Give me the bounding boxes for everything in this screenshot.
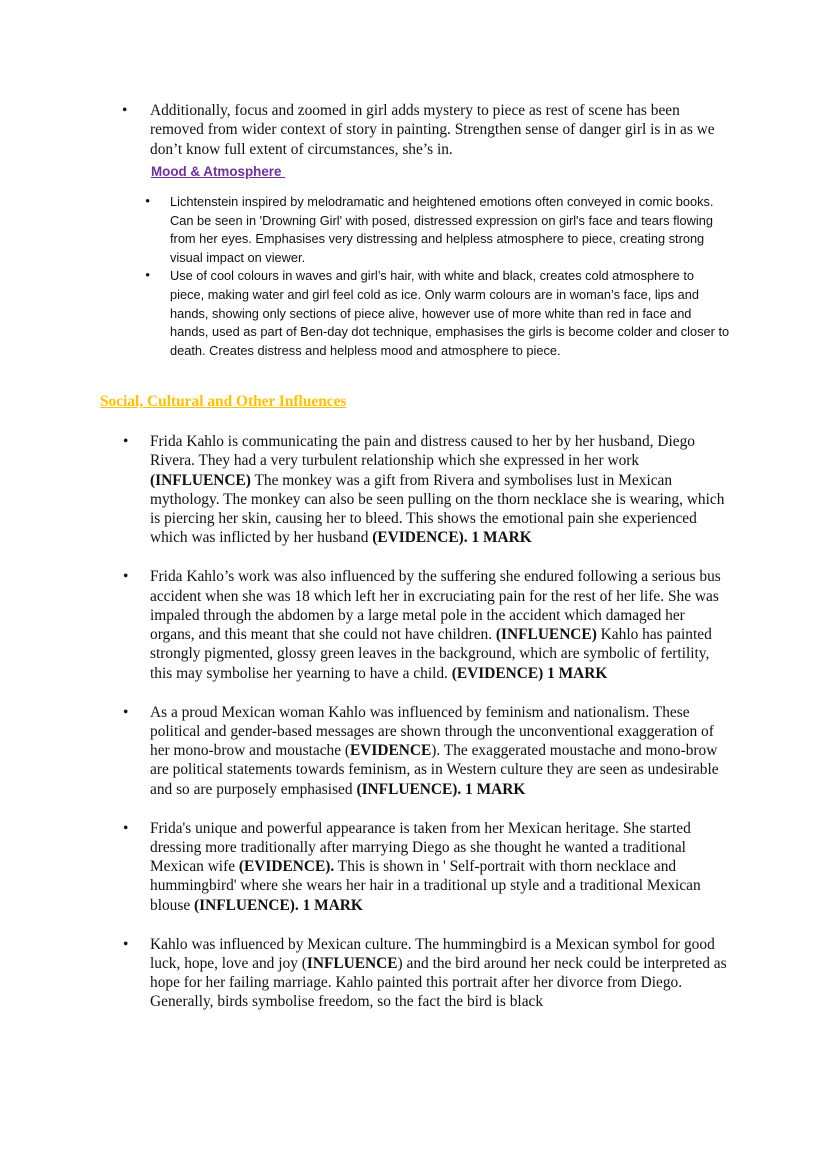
bullet-marker: •	[145, 194, 151, 210]
list-item	[145, 193, 730, 267]
bullet-marker: •	[123, 703, 129, 721]
text-run: Frida Kahlo is communicating the pain and distress caused to her by her husband, Diego Rivera. They had a very turbulent relationship which she expressed in her work	[150, 433, 695, 470]
bold-text-run: (EVIDENCE). 1 MARK	[372, 529, 532, 547]
bold-text-run: (EVIDENCE).	[238, 858, 335, 876]
social-cultural-influences-heading: Social, Cultural and Other Influences	[100, 393, 347, 410]
mood-bullet-list	[145, 193, 730, 360]
list-item	[122, 101, 720, 159]
bold-text-run: (INFLUENCE)	[150, 471, 251, 489]
text-run: As a proud Mexican woman Kahlo was influenced by feminism and nationalism. These political and gender-based messages are shown through the unconventional exaggeration of her mono-brow and moustache (	[150, 703, 714, 760]
list-item	[123, 703, 728, 799]
bullet-marker: •	[145, 268, 151, 285]
bold-text-run: (INFLUENCE). 1 MARK	[194, 896, 363, 914]
social-bullet-list	[123, 432, 728, 1031]
list-item	[123, 567, 728, 683]
list-item	[123, 819, 728, 915]
bold-text-run: EVIDENCE	[350, 742, 432, 760]
text-run: ) and the bird around her neck could be interpreted as hope for her failing marriage. Kahlo painted this portrait after her divorce from Diego. Generally, birds symbolise freedom, so the fact the bird is black	[150, 954, 727, 1011]
bullet-marker: •	[123, 568, 129, 586]
text-run: Frida Kahlo’s work was also influenced by the suffering she endured following a serious bus accident when she was 18 which left her in excruciating pain for the rest of her life. She was impaled through the abdomen by a large metal pole in the accident which damaged her organs, and this meant that she could not have children.	[150, 568, 721, 644]
bold-text-run: (INFLUENCE). 1 MARK	[356, 780, 526, 798]
text-run: Frida's unique and powerful appearance is taken from her Mexican heritage. She started dressing more traditionally after marrying Diego as she thought he wanted a traditional Mexican wife	[150, 819, 691, 876]
text-run: Additionally, focus and zoomed in girl adds mystery to piece as rest of scene has been removed from wider context of story in painting. Strengthen sense of danger girl is in as we don’t know full extent of circumstances, she’s in.	[150, 102, 715, 158]
bullet-marker: •	[123, 935, 129, 953]
text-run: Kahlo was influenced by Mexican culture. The hummingbird is a Mexican symbol for good luck, hope, love and joy (	[150, 935, 715, 972]
bullet-marker: •	[122, 102, 128, 119]
text-run: ). The exaggerated moustache and mono-brow are political statements towards feminism, as in Western culture they are seen as undesirable and so are purposely emphasised	[150, 742, 719, 798]
top-bullet-list	[122, 101, 720, 159]
text-run: Lichtenstein inspired by melodramatic and heightened emotions often conveyed in comic books. Can be seen in 'Drowning Girl' with posed, distressed expression on girl's face and tears flowing from her eyes. Emphasises very distressing and helpless atmosphere to piece, creating strong visual impact on viewer.	[170, 194, 714, 265]
bullet-marker: •	[123, 433, 129, 450]
bold-text-run: (EVIDENCE) 1 MARK	[451, 664, 608, 682]
list-item	[145, 267, 730, 360]
text-run: Kahlo has painted strongly pigmented, glossy green leaves in the background, which are symbolic of fertility, this may symbolise her yearning to have a child.	[150, 626, 712, 682]
text-run: The monkey was a gift from Rivera and symbolises lust in Mexican mythology. The monkey can also be seen pulling on the thorn necklace she is wearing, which is piercing her skin, causing her to bleed. This shows the emotional pain she experienced which was inflicted by her husband	[150, 471, 725, 547]
bold-text-run: (INFLUENCE)	[495, 626, 597, 644]
mood-atmosphere-heading: Mood & Atmosphere	[151, 164, 286, 179]
bold-text-run: INFLUENCE	[306, 954, 398, 972]
text-run: This is shown in ' Self-portrait with thorn necklace and hummingbird' where she wears her hair in a traditional up style and a traditional Mexican blouse	[150, 858, 701, 914]
text-run: Use of cool colours in waves and girl’s hair, with white and black, creates cold atmosphere to piece, making water and girl feel cold as ice. Only warm colours are in woman’s face, lips and hands, showing only sections of piece alive, however use of more white than red in face and hands, used as part of Ben-day dot technique, emphasises the girls is become colder and closer to death. Creates distress and helpless mood and atmosphere to piece.	[170, 268, 730, 358]
bullet-marker: •	[123, 819, 129, 837]
list-item	[123, 432, 728, 548]
list-item	[123, 935, 728, 1012]
